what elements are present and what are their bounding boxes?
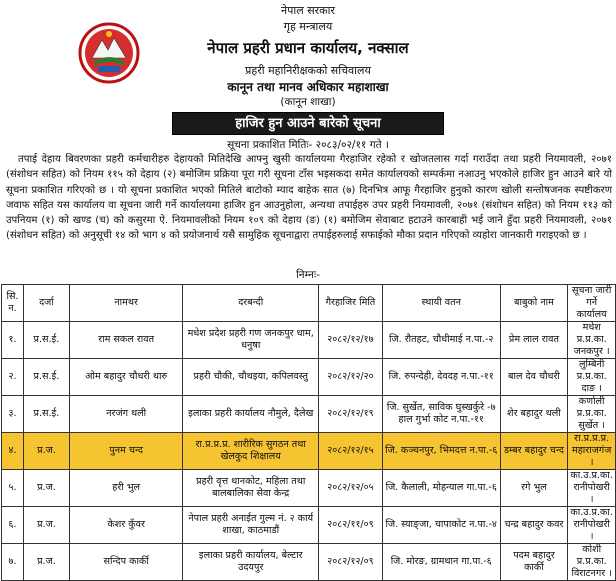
cell-rank: प्र.ज. [23,544,69,581]
cell-address: जि. मोरङ, ग्रामथान गा.पा.-६ [382,544,500,581]
office-title: नेपाल प्रहरी प्रधान कार्यालय, नक्साल [207,39,409,57]
cell-rank: प्र.स.ई. [23,359,69,396]
table-row [2,470,616,507]
cell-father: डम्बर बहादुर चन्द [500,433,568,470]
cell-rank: प्र.ज. [23,433,69,470]
header-absent-date: गैरहाजिर मिति [319,285,383,322]
secretariat-line: प्रहरी महानिरीक्षकको सचिवालय [245,64,371,77]
cell-issuing-office: रा.प्र.प्र.प्र. महाराजगंज । [568,433,616,470]
cell-father: पदम बहादुर कार्की [500,544,568,581]
header-address: स्थायी वतन [382,285,500,322]
cell-sn: ३. [2,396,24,433]
cell-address: जि. कैलाली, मोहन्याल गा.पा.-६ [382,470,500,507]
cell-issuing-office: लुम्बिनी प्र.प्र.का. दाङ । [568,359,616,396]
cell-posting: प्रहरी वृत्त थानकोट, महिला तथा बालबालिका सेवा केन्द्र [183,470,319,507]
cell-father: बाल देव चौधरी [500,359,568,396]
notice-paragraph: तपाई देहाय बिवरणका प्रहरी कर्मचारीहरु देहायको मितिदेखि आफ्नु खुसी कार्यालयमा गैरहाजिर रहेको र खोजतलास गर्दा गराउँदा तथा प्रहरी नियमावली, २०७१ (संशोधन सहित) को नियम ११५ को देहाय (२) बमोजिम प्रक्रिया पूरा गरी सूचना टाँस भइसकदा समेत कार्यालयको सम्पर्कमा नआउनु भएकोले हाजिर हुन आउने बारे यो सूचना प्रकाशित गरिएको छ । यो सूचना प्रकाशित भएको मितिले बाटोको म्याद बाहेक सात (७) दिनभित्र आफू गैरहाजिर हुनुको कारण खोली सन्तोषजनक स्पष्टीकरण जवाफ सहित यस कार्यालय वा सूचना जारी गर्ने कार्यालयमा हाजिर हुन आउनुहोला, अन्यथा तपाईहरु उपर प्रहरी नियमावली, २०७१ (संशोधन सहित) को नियम ११३ को उपनियम (१) को खण्ड (च) को कसुरमा ऐ. नियमावलीको नियम १०९ को देहाय (ङ) (१) बमोजिम सेवाबाट हटाउने कारबाही भई जाने हुँदा प्रहरी नियमावली, २०७१ (संशोधन सहित) को अनुसूची १४ को भाग ४ को प्रयोजनार्थ यसै सामुहिक सूचनाद्वारा तपाईहरुलाई सफाईको मौका प्रदान गरिएको व्यहोरा जानकारी गराइएको छ । [6,154,612,242]
cell-posting: प्रहरी चौकी, चौथइया, कपिलवस्तु [183,359,319,396]
cell-sn: १. [2,322,24,359]
cell-name: पुनम चन्द [69,433,183,470]
header-issuing-office: सूचना जारी गर्ने कार्यालय [568,285,616,322]
cell-father: प्रेम लाल रावत [500,322,568,359]
cell-posting: इलाका प्रहरी कार्यालय नौमुले, दैलेख [183,396,319,433]
cell-issuing-office: कोशी प्र.प्र.का. विराटनगर । [568,544,616,581]
cell-posting: नेपाल प्रहरी अनाईत गुल्म नं. २ कार्य शाखा, काठमाडौं [183,507,319,544]
letterhead [0,0,616,108]
header-rank: दर्जा [23,285,69,322]
cell-rank: प्र.ज. [23,507,69,544]
cell-posting: रा.प्र.प्र.प्र. शारीरिक सुगठन तथा खेलकुद शिक्षालय [183,433,319,470]
cell-issuing-office: का.उ.प्र.का. रानीपोखरी । [568,507,616,544]
cell-absent-date: २०८२/१२/१७ [319,322,383,359]
ministry-line: गृह मन्त्रालय [283,20,333,33]
cell-sn: ५. [2,470,24,507]
cell-address: जि. सुर्खेत, साविक घुस्खर्कुरे -७ हाल गुर्भा कोट न.पा.-११ [382,396,500,433]
cell-sn: ४. [2,433,24,470]
cell-father: शेर बहादुर थली [500,396,568,433]
header-sn: सि. न. [2,285,24,322]
government-line: नेपाल सरकार [281,4,335,17]
cell-absent-date: २०८२/१२/१५ [319,433,383,470]
cell-absent-date: २०८२/१२/१९ [319,396,383,433]
cell-name: सन्दिप कार्की [69,544,183,581]
cell-issuing-office: का.उ.प्र.का. रानीपोखरी । [568,470,616,507]
notice-body [6,152,612,244]
cell-name: नरजंग थली [69,396,183,433]
cell-rank: प्र.ज. [23,470,69,507]
cell-issuing-office: मधेश प्र.प्र.का. जनकपुर । [568,322,616,359]
published-date: सूचना प्रकाशित मितिः- २०८३/०२/११ गते । [227,139,389,151]
cell-name: केशर कुँवर [69,507,183,544]
cell-sn: ७. [2,544,24,581]
header-posting: दरबन्दी [183,285,319,322]
table-row [2,322,616,359]
cell-sn: २. [2,359,24,396]
cell-absent-date: २०८२/१२/०५ [319,470,383,507]
cell-address: जि. रुपन्देही, देवदह न.पा.-११ [382,359,500,396]
cell-address: जि. कञ्चनपुर, भिमदत्त न.पा.-६ [382,433,500,470]
cell-address: जि. स्याङ्जा, चापाकोट न.पा.-४ [382,507,500,544]
cell-name: हरी भुल [69,470,183,507]
table-row [2,507,616,544]
directorate-line: कानून तथा मानव अधिकार महाशाखा [227,80,389,94]
cell-name: ओम बहादुर चौधरी थारु [69,359,183,396]
cell-absent-date: २०८२/१२/०९ [319,544,383,581]
cell-address: जि. रौतहट, चौधीमाई न.पा.-२ [382,322,500,359]
notice-title: हाजिर हुन आउने बारेको सूचना [172,112,444,135]
table-header-row [2,285,616,322]
personnel-table [1,284,616,581]
branch-line: (कानून शाखा) [280,96,336,108]
header-name: नामथर [69,285,183,322]
cell-posting: इलाका प्रहरी कार्यालय, बेल्टार उदयपुर [183,544,319,581]
cell-father: चन्द्र बहादुर कवर [500,507,568,544]
cell-rank: प्र.स.ई. [23,322,69,359]
cell-posting: मधेश प्रदेश प्रहरी गण जनकपुर धाम, धनुषा [183,322,319,359]
cell-absent-date: २०८२/१२/२० [319,359,383,396]
cell-rank: प्र.स.ई. [23,396,69,433]
table-row [2,396,616,433]
cell-issuing-office: कर्णाली प्र.प्र.का. सुर्खेत । [568,396,616,433]
cell-sn: ६. [2,507,24,544]
table-row [2,544,616,581]
below-label: निम्नः- [296,269,320,281]
cell-father: रगे भुल [500,470,568,507]
cell-absent-date: २०८२/११/०९ [319,507,383,544]
cell-name: राम सकल रावत [69,322,183,359]
table-row-highlighted [2,433,616,470]
table-row [2,359,616,396]
header-father: बाबुको नाम [500,285,568,322]
